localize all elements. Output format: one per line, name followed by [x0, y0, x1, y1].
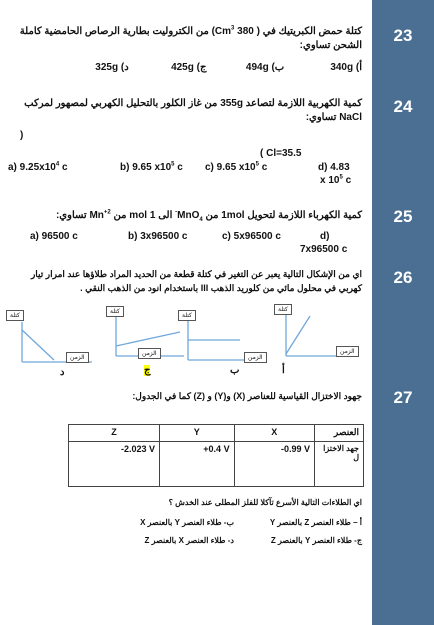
q24-cl-note: ( Cl=35.5 [260, 148, 302, 159]
sidebar-strip [372, 0, 434, 625]
graph-a-time-label: الزمن [336, 346, 359, 357]
q26-text-line1: اي من الإشكال التالية يعبر عن التغير في كتلة قطعة من الحديد المراد طلاؤها عند امرار تيار [30, 269, 362, 279]
q25-text-line1: كمية الكهرباء اللازمة لتحويل 1mol من MnO$_4$- الى 1 mol من $Mn^{+2}$ تساوي: [55, 209, 362, 223]
table-header-x: X [234, 425, 314, 442]
question-number-27: 27 [393, 388, 413, 407]
table-row [69, 425, 364, 442]
q24-option-d[interactable]: d) 4.83 [318, 162, 350, 173]
graph-c-mass-label: كتلة [106, 306, 124, 317]
question-number-23: 23 [393, 26, 413, 45]
graph-c-time-label: الزمن [138, 348, 161, 359]
graph-c-letter: ج [144, 365, 151, 376]
graph-b-mass-label: كتلة [178, 310, 196, 321]
q23-text-line1: كتلة حمض الكبريتيك في ( 380 Cm$^3$) من الكتروليت بطارية الرصاص الحامضية كاملة [19, 25, 362, 37]
q27-sub-question: اي الطلاءات التالية الأسرع تآكلا للفلز المطلى عند الخدش ؟ [168, 498, 362, 507]
q24-option-c[interactable]: c) 9.65 $x10^5$ c [205, 161, 268, 173]
q26-text-line2: كهربي في محلول مائي من كلوريد الذهب III باستخدام انود من الذهب النقي . [80, 283, 362, 293]
q27-text-line1: جهود الاختزال القياسية للعناصر (X) و(Y) و (Z) كما في الجدول: [132, 391, 362, 401]
graph-b-letter: ب [230, 365, 240, 376]
q24-text-line1: كمية الكهربية اللازمة لتصاعد 355g من غاز الكلور بالتحليل الكهربي لمصهور لمركب [24, 98, 362, 109]
q27-choice-a[interactable]: أ – طلاء العنصر Z بالعنصر Y [269, 518, 362, 527]
table-header-y: Y [159, 425, 234, 442]
q25-option-a[interactable]: a) 96500 c [30, 231, 78, 242]
graph-b-time-label: الزمن [244, 352, 267, 363]
q23-option-c[interactable]: ج) 425g [171, 62, 207, 73]
q25-option-d[interactable]: d) [320, 231, 330, 242]
q24-option-d-cont: x $10^5$ c [320, 174, 352, 186]
q23-option-a[interactable]: أ) 340g [330, 62, 362, 73]
q24-text-line2: NaCl تساوي: [305, 112, 362, 123]
table-header-z: Z [69, 425, 160, 442]
question-number-24: 24 [393, 97, 413, 116]
q23-option-d[interactable]: د) 325g [95, 62, 129, 73]
reduction-potential-table [68, 424, 364, 487]
q27-choice-c[interactable]: ج- طلاء العنصر Y بالعنصر Z [270, 536, 362, 545]
table-header-element: العنصر [315, 425, 364, 442]
q25-option-c[interactable]: c) 5x96500 c [222, 231, 281, 242]
graph-a-letter: أ [282, 365, 285, 376]
q24-option-b[interactable]: b) 9.65 $x10^5$ c [120, 161, 183, 173]
question-number-25: 25 [393, 207, 413, 226]
table-cell-y: +0.4 V [159, 442, 234, 487]
q24-option-a[interactable]: a) $9.25x10^4$ c [8, 161, 68, 173]
q25-option-b[interactable]: b) 3x96500 c [128, 231, 188, 242]
table-cell-z: -2.023 V [69, 442, 160, 487]
q25-option-d-cont: 7x96500 c [300, 244, 348, 255]
graph-d-time-label: الزمن [66, 352, 89, 363]
graph-d-mass-label: كتلة [6, 310, 24, 321]
q27-choice-b[interactable]: ب- طلاء العنصر Y بالعنصر X [140, 518, 234, 527]
table-cell-x: -0.99 V [234, 442, 314, 487]
table-row-label: جهد الاختزا ل [315, 442, 364, 487]
question-number-26: 26 [393, 268, 413, 287]
q23-option-b[interactable]: ب) 494g [245, 62, 285, 73]
q27-choice-d[interactable]: د- طلاء العنصر X بالعنصر Z [144, 536, 234, 545]
q23-text-line2: الشحن تساوي: [299, 40, 362, 51]
graph-d-letter: د [60, 367, 65, 378]
table-row [69, 442, 364, 487]
graph-a-mass-label: كتلة [274, 304, 292, 315]
q24-paren: ) [20, 130, 24, 141]
q23-options [72, 61, 362, 74]
